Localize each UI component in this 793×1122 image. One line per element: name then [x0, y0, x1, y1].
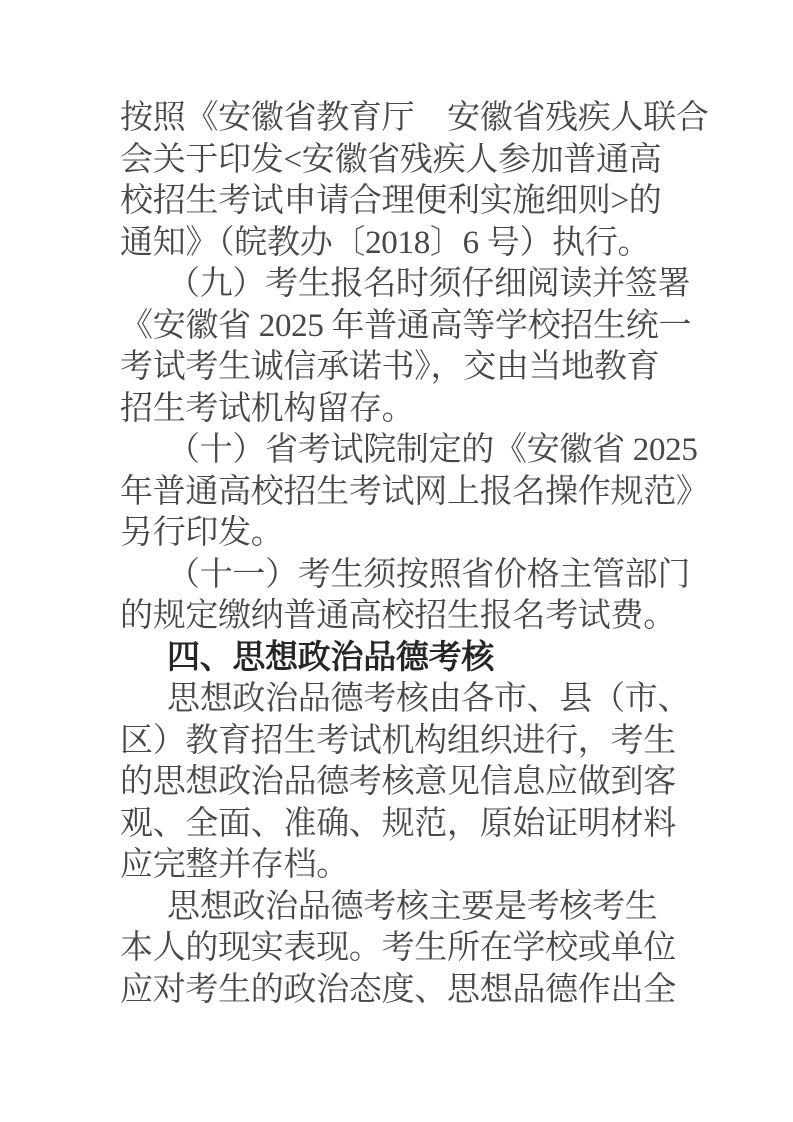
text-line: 的思想政治品德考核意见信息应做到客	[120, 764, 676, 800]
text-line: 通知》（皖教办〔2018〕6 号）执行。	[120, 224, 651, 261]
paragraph	[120, 264, 692, 430]
paragraph	[120, 98, 709, 264]
text-line: 会关于印发<安徽省残疾人参加普通高	[120, 141, 662, 178]
text-line: （十）省考试院制定的《安徽省 2025	[167, 432, 698, 468]
text-line: 《安徽省 2025 年普通高等学校招生统一	[120, 307, 692, 344]
text-line: 四、思想政治品德考核	[167, 639, 495, 676]
text-line: 校招生考试申请合理便利实施细则>的	[120, 183, 662, 219]
text-line: 按照《安徽省教育厅 安徽省残疾人联合	[120, 100, 709, 136]
text-line: 应对考生的政治态度、思想品德作出全	[120, 971, 676, 1008]
text-line: 的规定缴纳普通高校招生报名考试费。	[120, 598, 676, 634]
text-line: 招生考试机构留存。	[120, 390, 415, 427]
paragraph	[120, 679, 691, 887]
paragraph	[120, 555, 691, 638]
text-line: 应完整并存档。	[120, 847, 349, 883]
text-line: 思想政治品德考核主要是考核考生	[167, 888, 658, 925]
text-line: 观、全面、准确、规范，原始证明材料	[120, 805, 676, 842]
text-line: （九）考生报名时须仔细阅读并签署	[167, 266, 691, 302]
text-line: （十一）考生须按照省价格主管部门	[167, 556, 691, 593]
text-line: 本人的现实表现。考生所在学校或单位	[120, 930, 676, 966]
text-line: 考试考生诚信承诺书》，交由当地教育	[120, 349, 660, 385]
section-heading	[120, 638, 686, 680]
paragraph	[120, 887, 686, 1012]
text-line: 年普通高校招生考试网上报名操作规范》	[120, 473, 709, 510]
text-block	[120, 98, 709, 1011]
paragraph	[120, 430, 709, 555]
text-line: 思想政治品德考核由各市、县（市、	[167, 681, 691, 717]
text-line: 区）教育招生考试机构组织进行，考生	[120, 722, 676, 759]
text-line: 另行印发。	[120, 515, 284, 551]
